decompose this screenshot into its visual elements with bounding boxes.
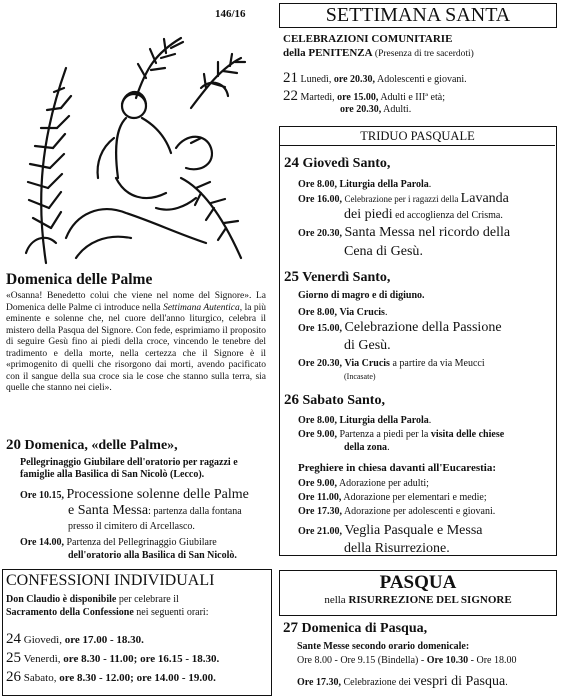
pilgrimage-note: Pellegrinaggio Giubilare dell'oratorio per ragazzi e famiglie alla Basilica di San Nicolò (Lecco). xyxy=(20,457,238,480)
confession-sacrament: Sacramento della Confessione xyxy=(6,607,134,618)
event-detail-row: dell'oratorio alla Basilica di San Nicolò. xyxy=(68,550,237,561)
confession-title: CONFESSIONI INDIVIDUALI xyxy=(6,572,215,589)
penitence-row-cont xyxy=(340,104,411,116)
event-who: Adolescenti e giovani. xyxy=(376,74,467,85)
event-detail: Adorazione per elementari e medie; xyxy=(343,492,487,503)
event-row xyxy=(20,489,249,502)
day-title: Sabato Santo, xyxy=(302,393,385,408)
event-time: Ore 20.30, xyxy=(298,228,342,239)
event-time: Ore 9.00, xyxy=(298,429,337,440)
event-time: Ore 16.00, xyxy=(298,194,342,205)
triduo-title: TRIDUO PASQUALE xyxy=(280,127,555,146)
event-time: Ore 8.00, xyxy=(298,179,337,190)
confession-time: ore 8.30 - 12.00; ore 14.00 - 19.00. xyxy=(59,672,216,684)
penitence-row xyxy=(283,90,445,104)
event-time: Ore 14.00, xyxy=(20,537,64,548)
event-title: Via Crucis xyxy=(344,358,390,369)
confession-line-2 xyxy=(6,607,208,619)
pasqua-subtitle xyxy=(280,594,556,607)
event-title: vespri di Pasqua xyxy=(413,674,506,689)
day-number: 20 xyxy=(6,437,21,453)
event-title: Cena di Gesù xyxy=(344,244,420,259)
event-row xyxy=(298,193,509,206)
event-title: Liturgia della Parola xyxy=(339,179,429,190)
event-title: e Santa Messa xyxy=(68,503,149,518)
event-detail: a partire da via Meucci xyxy=(389,358,485,369)
event-title: di Gesù xyxy=(344,338,388,353)
event-row xyxy=(298,322,502,335)
event-detail-row: (Incasate) xyxy=(344,372,376,381)
pasqua-box xyxy=(279,570,557,616)
event-row-cont: della zona. xyxy=(344,442,390,453)
event-detail: Partenza del Pellegrinaggio Giubilare xyxy=(66,537,217,548)
event-row: Ore 8.00, Liturgia della Parola. xyxy=(298,415,432,426)
mass-time-main: Ore 10.30 xyxy=(426,655,469,666)
prayer-heading: Preghiere in chiesa davanti all'Eucarestia: xyxy=(298,462,496,474)
event-detail: : partenza dalla fontana xyxy=(148,506,242,517)
event-detail: ed accoglienza del Crisma. xyxy=(392,210,503,221)
event-title: Veglia Pasquale e Messa xyxy=(344,523,483,538)
confession-line-1 xyxy=(6,594,179,606)
penitence-sub xyxy=(283,47,474,61)
event-time: Ore 11.00, xyxy=(298,492,342,503)
pasqua-sub-bold: RISURREZIONE DEL SIGNORE xyxy=(348,594,512,606)
day-number: 22 xyxy=(283,88,298,104)
event-row xyxy=(298,429,504,441)
masses-heading: Sante Messe secondo orario domenicale: xyxy=(297,641,470,652)
event-row-cont xyxy=(68,505,242,518)
penitence-title: della PENITENZA xyxy=(283,47,373,59)
confession-time: ore 8.30 - 11.00; ore 16.15 - 18.30. xyxy=(63,653,220,665)
vespers-row: Ore 17.30, Celebrazione dei vespri di Pasqua. xyxy=(297,674,508,689)
event-title: Celebrazione della Passione xyxy=(344,320,502,335)
event-title: Processione solenne delle Palme xyxy=(66,487,249,502)
fasting-note: Giorno di magro e di digiuno. xyxy=(298,290,425,301)
thursday-title xyxy=(284,155,390,172)
day-name: Martedì, xyxy=(300,92,335,103)
event-time: ore 15.00, xyxy=(337,92,379,103)
event-detail: Adorazione per adulti; xyxy=(338,478,429,489)
triduo-box xyxy=(279,126,557,556)
event-row xyxy=(20,537,217,549)
event-title: della Risurrezione xyxy=(344,541,447,556)
event-time: Ore 9.00, xyxy=(298,478,337,489)
intro-text: «Osanna! Benedetto colui che viene nel nome del Signore». La Domenica delle Palme ci introduce nella xyxy=(6,291,266,313)
day-title: Domenica, «delle Palme», xyxy=(24,438,178,453)
event-row xyxy=(298,525,483,538)
mass-times: - Ore 18.00 xyxy=(468,655,517,666)
event-row xyxy=(298,358,485,370)
event-time: Ore 8.00, xyxy=(298,307,337,318)
event-row-cont: della Risurrezione. xyxy=(344,541,450,556)
confession-row xyxy=(6,652,219,666)
event-row: Ore 8.00, Via Crucis. xyxy=(298,307,388,318)
day-name: Sabato, xyxy=(23,672,57,684)
confession-text: per celebrare il xyxy=(116,594,179,605)
day-number: 26 xyxy=(284,392,299,408)
intro-italic: Settimana Autentica xyxy=(163,302,240,313)
confession-row xyxy=(6,633,144,647)
mass-times: Ore 8.00 - Ore 9.15 (Bindella) - xyxy=(297,655,427,666)
event-title: Santa Messa nel ricordo della xyxy=(344,225,511,240)
saturday-title xyxy=(284,392,385,409)
event-row: Ore 8.00, Liturgia della Parola. xyxy=(298,179,432,190)
event-time: Ore 17.30, xyxy=(298,506,342,517)
event-time: Ore 10.15, xyxy=(20,490,64,501)
event-detail-row: presso il cimitero di Arcellasco. xyxy=(68,521,195,532)
confession-text: nei seguenti orari: xyxy=(133,607,209,618)
confession-priest: Don Claudio è disponibile xyxy=(6,594,117,605)
friday-title xyxy=(284,269,390,286)
event-title: visita delle chiese xyxy=(430,429,505,440)
confession-time: ore 17.00 - 18.30. xyxy=(64,634,144,646)
day-title: Giovedì Santo, xyxy=(302,156,391,171)
event-who: Adulti e IIIª età; xyxy=(380,92,445,103)
confession-box xyxy=(2,569,272,696)
event-title: della zona xyxy=(344,442,388,453)
event-row-cont xyxy=(344,209,503,222)
masses-row xyxy=(297,655,517,667)
event-time: Ore 21.00, xyxy=(298,526,342,537)
event-detail: Celebrazione dei xyxy=(343,677,414,688)
day-number: 26 xyxy=(6,669,21,685)
palm-sunday-illustration xyxy=(6,28,256,268)
settimana-santa-box xyxy=(279,3,557,28)
event-title: Liturgia della Parola xyxy=(339,415,429,426)
event-detail: Partenza a piedi per la xyxy=(339,429,431,440)
settimana-santa-title: SETTIMANA SANTA xyxy=(325,4,511,26)
penitence-row xyxy=(283,72,467,86)
day-number: 24 xyxy=(6,631,21,647)
event-time: Ore 15.00, xyxy=(298,323,342,334)
event-time: ore 20.30, xyxy=(333,74,376,85)
day-title: Venerdì Santo, xyxy=(302,270,391,285)
day-name: Venerdì, xyxy=(23,653,61,665)
event-time: ore 20.30, xyxy=(340,104,382,115)
penitence-heading: CELEBRAZIONI COMUNITARIE xyxy=(283,33,453,45)
event-title: Via Crucis xyxy=(339,307,385,318)
day-name: Giovedì, xyxy=(23,634,62,646)
penitence-note: (Presenza di tre sacerdoti) xyxy=(372,49,474,59)
day-number: 25 xyxy=(284,269,299,285)
day-number: 24 xyxy=(284,155,299,171)
event-time: Ore 20.30, xyxy=(298,358,342,369)
event-detail: Celebrazione per i ragazzi della xyxy=(344,194,461,204)
day-number: 21 xyxy=(283,70,298,86)
adoration-row xyxy=(298,492,487,504)
palm-sunday-intro xyxy=(6,291,266,395)
pasqua-title: PASQUA xyxy=(379,572,457,593)
event-row xyxy=(298,227,510,240)
adoration-row xyxy=(298,506,495,518)
event-row-cont: Cena di Gesù. xyxy=(344,244,423,259)
day-number: 25 xyxy=(6,650,21,666)
confession-row xyxy=(6,671,216,685)
easter-title xyxy=(283,620,427,637)
adoration-row xyxy=(298,478,429,490)
event-row-cont: di Gesù. xyxy=(344,338,391,353)
event-who: Adulti. xyxy=(383,104,412,115)
day-title: Domenica di Pasqua, xyxy=(301,621,428,636)
day-number: 27 xyxy=(283,620,298,636)
event-time: Ore 17.30, xyxy=(297,677,341,688)
event-title: dei piedi xyxy=(344,207,393,222)
event-time: Ore 8.00, xyxy=(298,415,337,426)
page-number: 146/16 xyxy=(215,8,246,20)
sunday-20-title xyxy=(6,437,178,454)
pasqua-sub-text: nella xyxy=(324,594,349,606)
day-name: Lunedì, xyxy=(300,74,332,85)
intro-text-end: , la più eminente e solenne che, nel cuore dell'anno liturgico, celebra il mistero della Pasqua del Signore. Con fede, esprimiamo il proposito di seguire Gesù fino ai piedi della croce, vincendo le tenebre del tradimento e della morte, nella certezza che il Signore è il «primogenito di quelli che risorgono dai morti, avendo pacificato con il sangue della sua croce sia le cose che stanno sulla terra, sia quelle che stanno nei cieli». xyxy=(6,302,266,393)
palm-sunday-heading: Domenica delle Palme xyxy=(6,271,153,288)
event-detail: Adorazione per adolescenti e giovani. xyxy=(343,506,496,517)
event-title: Lavanda xyxy=(460,191,509,206)
